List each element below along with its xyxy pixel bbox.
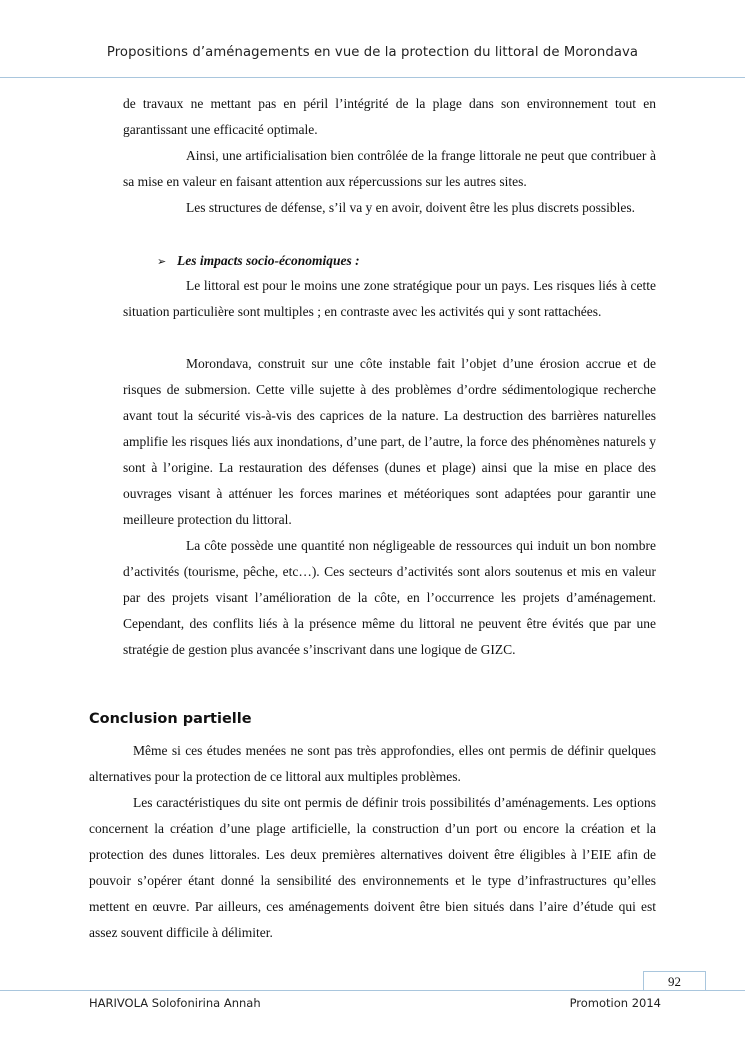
- paragraph-conclusion-1: Même si ces études menées ne sont pas très approfondies, elles ont permis de définir quelques alternatives pour la protection de ce littoral aux multiples problèmes.: [89, 743, 656, 784]
- paragraph-artificialisation: Ainsi, une artificialisation bien contrôlée de la frange littorale ne peut que contribuer à sa mise en valeur en faisant attention aux répercussions sur les autres sites.: [123, 148, 656, 189]
- paragraph-morondava: Morondava, construit sur une côte instable fait l’objet d’une érosion accrue et de risques de submersion. Cette ville sujette à des problèmes d’ordre sédimentologique recherche avant tout la sécurité vis-à-vis des caprices de la nature. La destruction des barrières naturelles amplifie les risques liés aux inondations, d’une part, de l’autre, la force des phénomènes naturels y sont à l’origine. La restauration des défenses (dunes et plage) ainsi que la mise en place des ouvrages visant à atténuer les forces marines et météoriques sont adaptées pour garantir une meilleure protection du littoral.: [123, 356, 656, 527]
- page-header-title: Propositions d’aménagements en vue de la protection du littoral de Morondava: [106, 45, 639, 60]
- arrow-bullet-icon: ➢: [157, 256, 167, 268]
- paragraph-littoral-strategic: Le littoral est pour le moins une zone stratégique pour un pays. Les risques liés à cette situation particulière sont multiples ; en contraste avec les activités qui y sont rattachées.: [123, 278, 656, 319]
- footer-author: HARIVOLA Solofonirina Annah: [89, 996, 261, 1010]
- paragraph-ressources: La côte possède une quantité non négligeable de ressources qui induit un bon nombre d’activités (tourisme, pêche, etc…). Ces secteurs d’activités sont alors soutenus et mis en valeur par des projets visant l’amélioration de la côte, en l’occurrence les projets d’aménagement. Cependant, des conflits liés à la présence même du littoral ne peuvent être évités que par une stratégie de gestion plus avancée s’inscrivant dans une logique de GIZC.: [123, 538, 656, 657]
- bullet-heading-label: Les impacts socio-économiques :: [177, 253, 360, 268]
- header-divider: [0, 77, 745, 78]
- paragraph-defense-structures: Les structures de défense, s’il va y en avoir, doivent être les plus discrets possibles.: [186, 200, 635, 215]
- bullet-heading: [157, 248, 360, 275]
- paragraph-conclusion-2: Les caractéristiques du site ont permis de définir trois possibilités d’aménagements. Les options concernent la création d’une plage artificielle, la construction d’un port ou encore la création et la protection des dunes littorales. Les deux premières alternatives doivent être éligibles à l’EIE afin de pouvoir s’opérer étant donné la sensibilité des environnements et le type d’infrastructures qu’elles mettent en œuvre. Par ailleurs, ces aménagements doivent être bien situés dans l’aire d’étude qui est assez souvent difficile à délimiter.: [89, 795, 656, 940]
- footer-divider: [0, 990, 745, 991]
- page-number: 92: [643, 971, 706, 991]
- paragraph-continuation: de travaux ne mettant pas en péril l’intégrité de la plage dans son environnement tout en garantissant une efficacité optimale.: [123, 96, 656, 137]
- footer-promotion: Promotion 2014: [569, 996, 661, 1010]
- section-heading-conclusion: Conclusion partielle: [89, 711, 252, 727]
